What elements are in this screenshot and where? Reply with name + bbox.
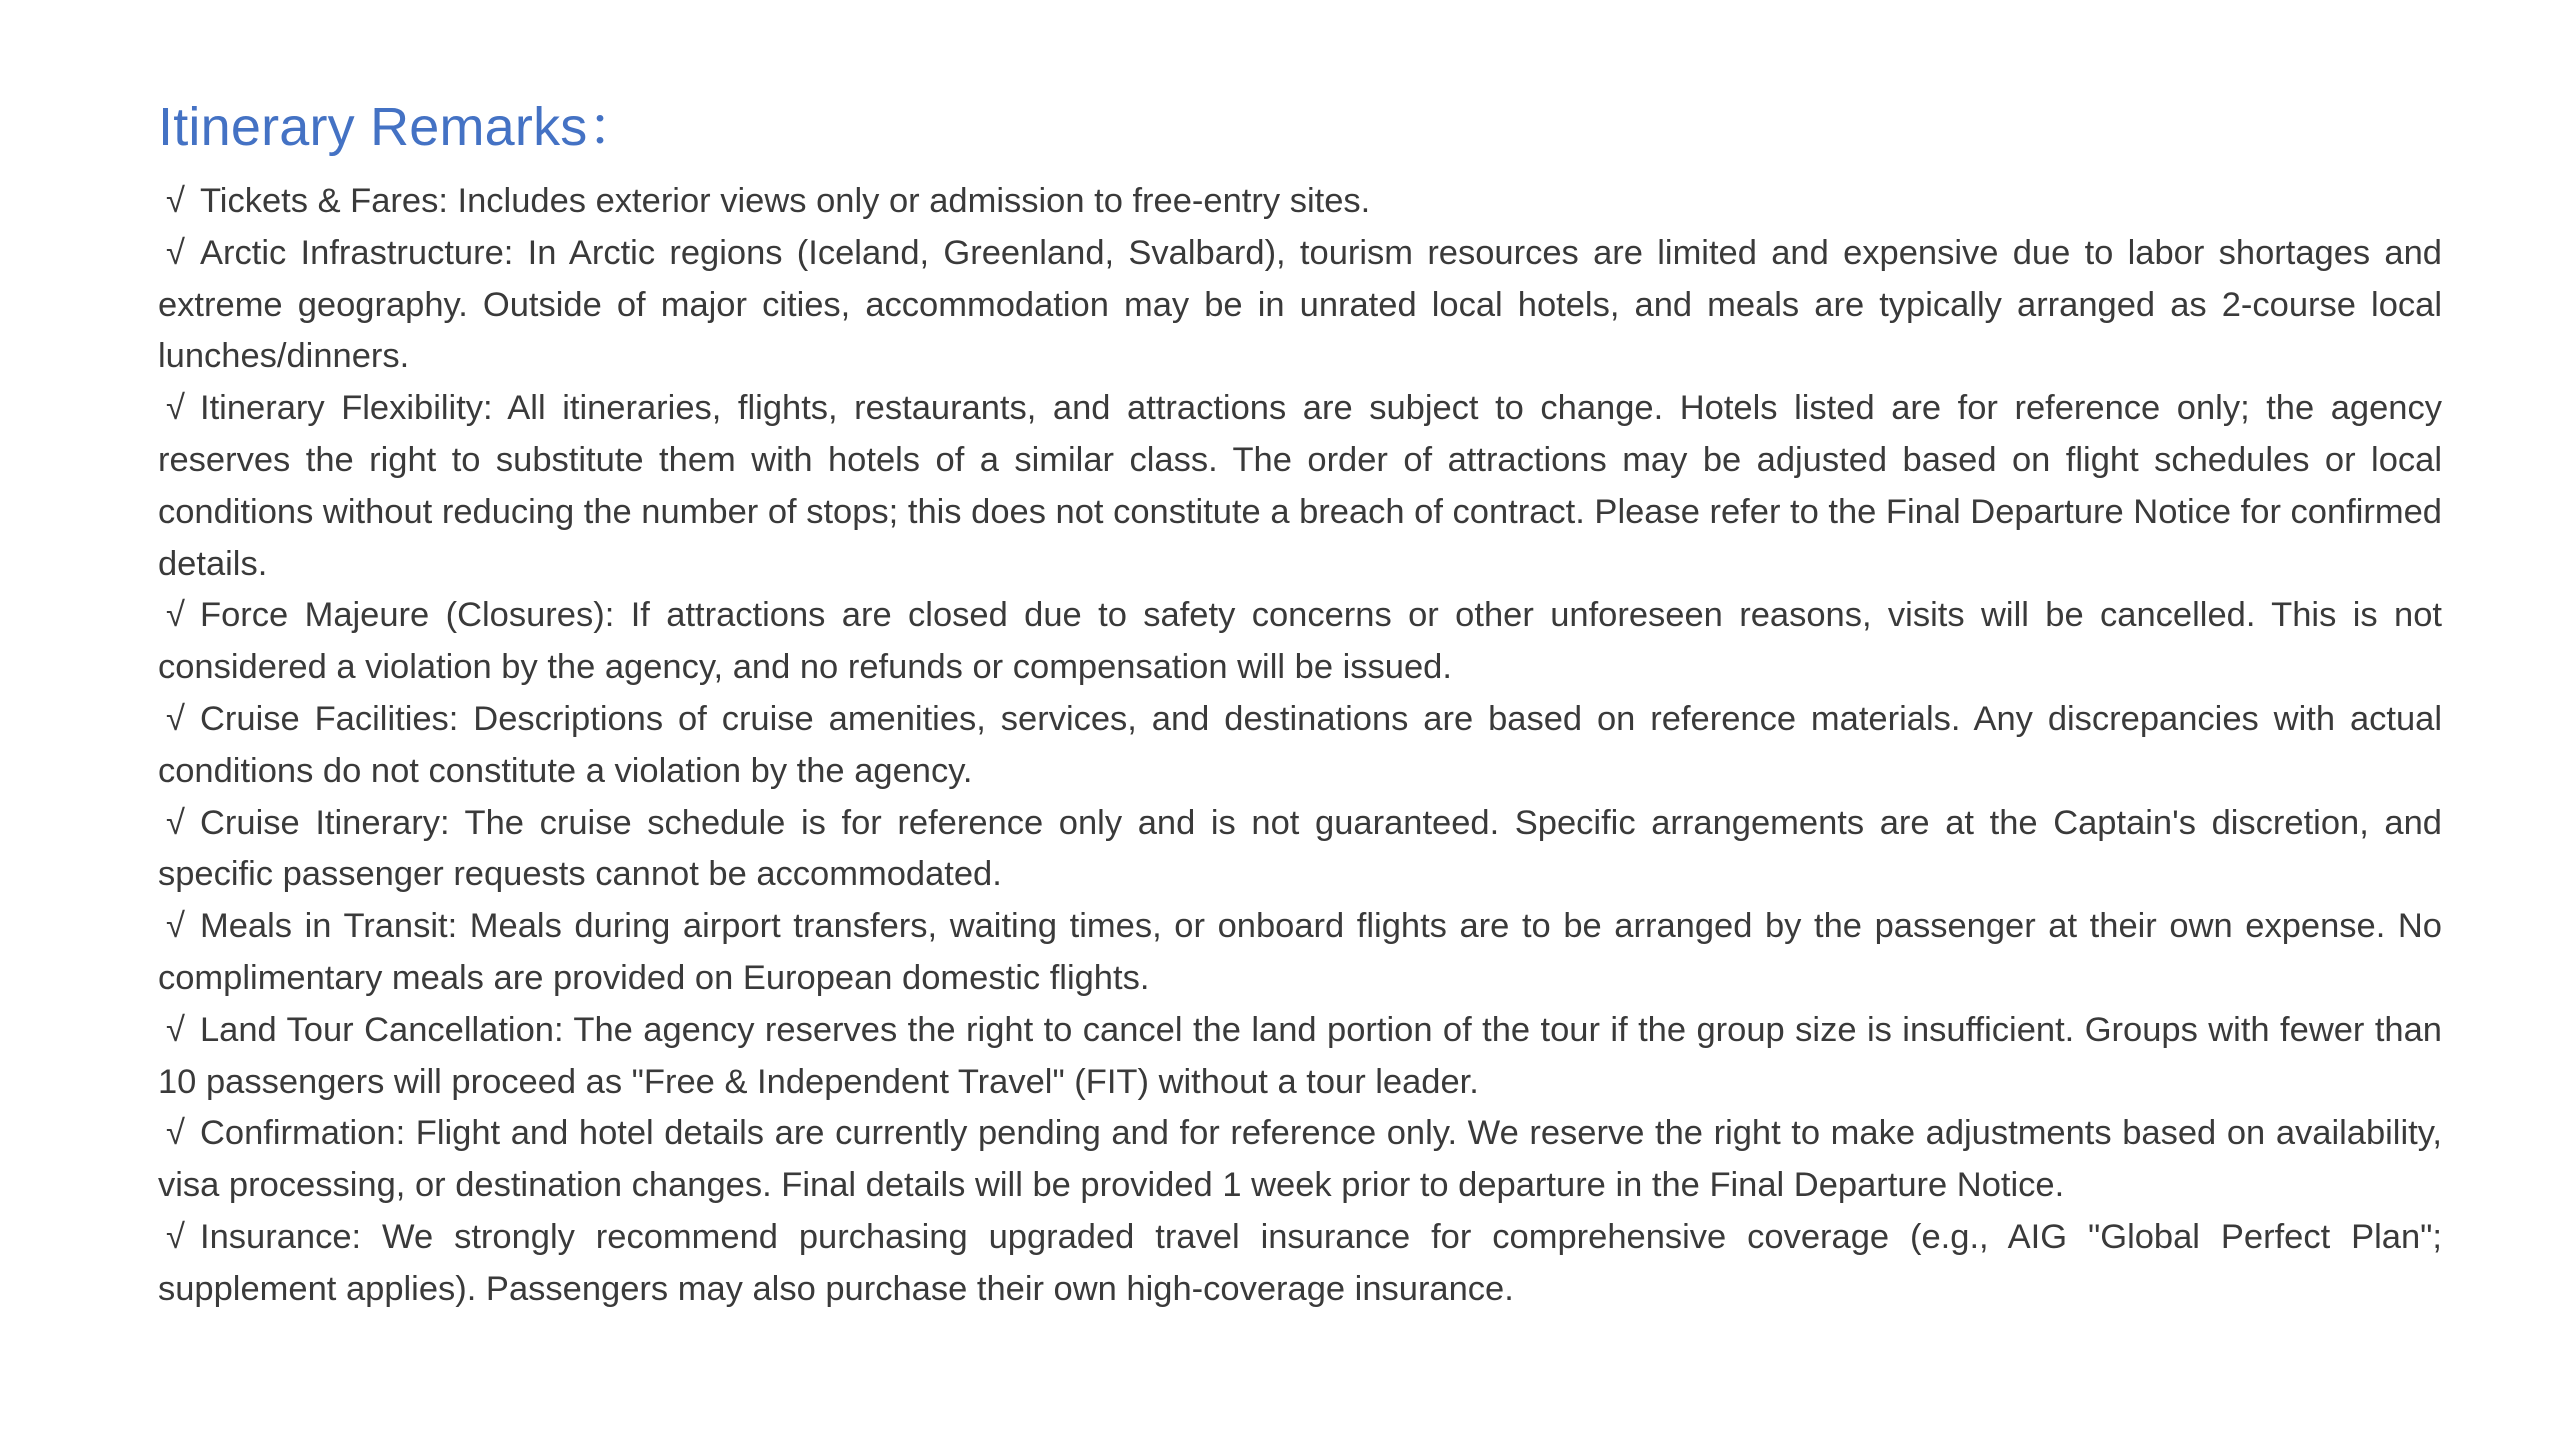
remark-text: Insurance: We strongly recommend purchasing upgraded travel insurance for comprehensive coverage (e.g., AIG "Global Perfect Plan"; supplement applies). Passengers may also purchase their own high-coverage insurance.	[158, 1217, 2442, 1308]
checkmark-icon: √	[166, 699, 185, 738]
remark-meals-in-transit	[158, 901, 2442, 1005]
checkmark-icon: √	[166, 596, 185, 635]
checkmark-icon: √	[166, 1010, 185, 1049]
remark-text: Cruise Itinerary: The cruise schedule is for reference only and is not guaranteed. Specific arrangements are at the Captain's discretion, and specific passenger requests cannot be accommodated.	[158, 803, 2442, 894]
remark-text: Arctic Infrastructure: In Arctic regions (Iceland, Greenland, Svalbard), tourism resources are limited and expensive due to labor shortages and extreme geography. Outside of major cities, accommodation may be in unrated local hotels, and meals are typically arranged as 2-course local lunches/dinners.	[158, 233, 2442, 376]
remark-text: Land Tour Cancellation: The agency reserves the right to cancel the land portion of the tour if the group size is insufficient. Groups with fewer than 10 passengers will proceed as "Free & Independent Travel" (FIT) without a tour leader.	[158, 1010, 2442, 1101]
checkmark-icon: √	[166, 182, 185, 220]
checkmark-icon: √	[166, 1114, 185, 1153]
remark-tickets-fares	[158, 176, 2442, 228]
remark-text: Meals in Transit: Meals during airport transfers, waiting times, or onboard flights are to be arranged by the passenger at their own expense. No complimentary meals are provided on European domestic flights.	[158, 907, 2442, 997]
checkmark-icon: √	[166, 389, 185, 428]
remark-text: Tickets & Fares: Includes exterior views only or admission to free-entry sites.	[200, 182, 1371, 220]
remark-text: Confirmation: Flight and hotel details are currently pending and for reference only. We reserve the right to make adjustments based on availability, visa processing, or destination changes. Final details will be provided 1 week prior to departure in the Final Departure Notice.	[158, 1114, 2442, 1205]
remark-text: Itinerary Flexibility: All itineraries, flights, restaurants, and attractions are subject to change. Hotels listed are for reference only; the agency reserves the right to substitute them with hotels of a similar class. The order of attractions may be adjusted based on flight schedules or local conditions without reducing the number of stops; this does not constitute a breach of contract. Please refer to the Final Departure Notice for confirmed details.	[158, 389, 2442, 583]
remark-force-majeure	[158, 590, 2442, 694]
checkmark-icon: √	[166, 1217, 185, 1256]
remark-confirmation	[158, 1108, 2442, 1212]
remark-insurance	[158, 1212, 2442, 1316]
remark-cruise-itinerary	[158, 798, 2442, 902]
remark-land-tour-cancellation	[158, 1005, 2442, 1109]
checkmark-icon: √	[166, 233, 185, 272]
remark-arctic-infrastructure	[158, 228, 2442, 383]
remark-text: Cruise Facilities: Descriptions of cruise amenities, services, and destinations are based on reference materials. Any discrepancies with actual conditions do not constitute a violation by the agency.	[158, 699, 2442, 790]
checkmark-icon: √	[166, 803, 185, 842]
checkmark-icon: √	[166, 907, 185, 946]
itinerary-remarks-section	[158, 92, 2442, 1316]
remark-text: Force Majeure (Closures): If attractions are closed due to safety concerns or other unforeseen reasons, visits will be cancelled. This is not considered a violation by the agency, and no refunds or compensation will be issued.	[158, 596, 2442, 687]
remark-itinerary-flexibility	[158, 383, 2442, 590]
remark-cruise-facilities	[158, 694, 2442, 798]
section-title: Itinerary Remarks：	[158, 97, 642, 157]
